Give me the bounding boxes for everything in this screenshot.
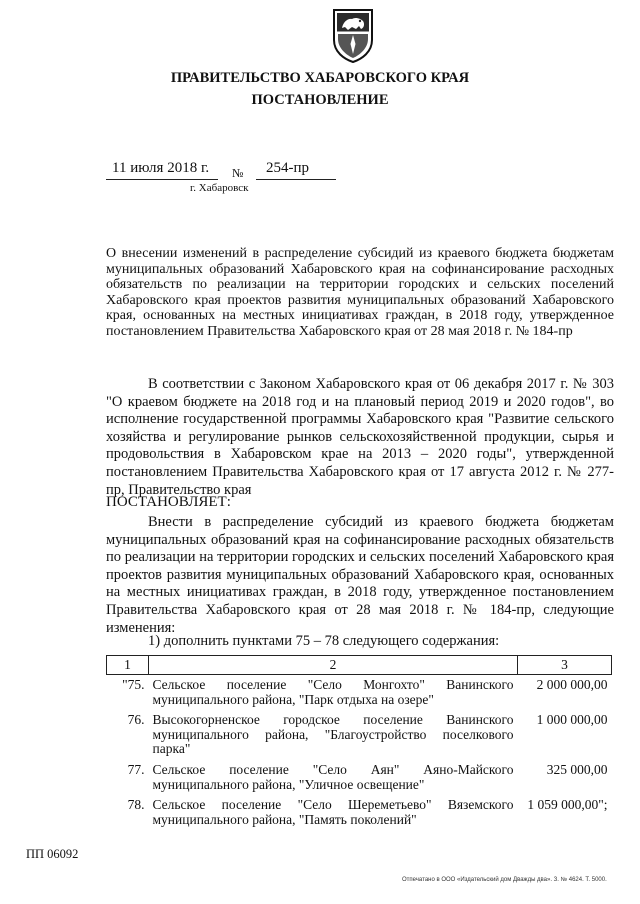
table-row [107,710,612,760]
main-text: Внести в распределение субсидий из краевого бюджета бюджетам муниципальных образований края на софинансирование расходных обязательств по реализации на территории городских и сельских поселений Хабаровского края проектов развития муниципальных образований Хабаровского края, основанных на местных инициативах граждан, в 2018 году, утвержденное постановлением Правительства Хабаровского края от 28 мая 2018 г. № 184-пр, следующие изменения: [106,514,614,636]
table-header-cell: 3 [518,656,612,675]
item-one-text: 1) дополнить пунктами 75 – 78 следующего содержания: [148,633,500,649]
row-recipient: Высокогорненское городское поселение Ванинского муниципального района, "Благоустройство поселкового парка" [152,712,514,757]
table-header-cell: 1 [107,656,149,675]
row-recipient: Сельское поселение "Село Шереметьево" Вяземского муниципального района, "Память поколений" [152,797,514,827]
row-number: "75. [122,677,145,692]
number-underline [256,179,336,180]
coat-of-arms-emblem [330,6,376,64]
table-row [107,795,612,830]
main-paragraph [106,514,614,637]
preamble-paragraph [106,376,614,499]
preamble-text: В соответствии с Законом Хабаровского края от 06 декабря 2017 г. № 303 "О краевом бюджете на 2018 год и на плановый период 2019 и 2020 годов", во исполнение государственной программы Хабаровского края "Развитие сельского хозяйства и регулирование рынков сельскохозяйственной продукции, сырья и продовольствия в Хабаровском крае на 2013 – 2020 годы", утвержденной постановлением Правительства Хабаровского края от 17 августа 2012 г. № 277-пр, Правительство края [106,376,614,498]
row-recipient: Сельское поселение "Село Аян" Аяно-Майского муниципального района, "Уличное освещение" [152,761,514,792]
row-amount: 325 000,00 [546,761,608,777]
row-number: 76. [127,712,145,728]
number-sign: № [232,166,244,180]
document-number: 254-пр [266,160,310,176]
document-title: О внесении изменений в распределение субсидий из краевого бюджета бюджетам муниципальных образований Хабаровского края на софинансирование расходных обязательств по реализации на территории городских и сельских поселений Хабаровского края проектов развития муниципальных образований Хабаровского края, основанных на местных инициативах граждан, в 2018 году, утвержденное постановлением Правительства Хабаровского края от 28 мая 2018 г. № 184-пр [106,246,614,339]
row-recipient: Сельское поселение "Село Монгохто" Ванинского муниципального района, "Парк отдыха на озере" [152,677,514,707]
printer-imprint: Отпечатано в ООО «Издательский дом Дважды два». З. № 4624. Т. 5000. [402,877,607,883]
document-code: ПП 06092 [26,847,79,861]
document-date: 11 июля 2018 г. [112,160,210,176]
date-underline [106,179,218,180]
table-row [107,760,612,795]
row-amount: 2 000 000,00 [536,677,608,692]
table-header-cell: 2 [149,656,518,675]
subsidy-table [106,655,612,830]
row-number: 78. [127,797,145,813]
row-amount: 1 000 000,00 [536,712,608,728]
resolves-heading: ПОСТАНОВЛЯЕТ: [106,494,231,510]
city: г. Хабаровск [190,182,249,194]
table-row [107,675,612,711]
row-amount: 1 059 000,00"; [527,797,608,813]
document-type: ПОСТАНОВЛЕНИЕ [251,92,389,108]
government-name: ПРАВИТЕЛЬСТВО ХАБАРОВСКОГО КРАЯ [170,70,470,86]
row-number: 77. [127,761,145,777]
table-header-row [107,656,612,675]
item-one-paragraph [106,633,614,651]
